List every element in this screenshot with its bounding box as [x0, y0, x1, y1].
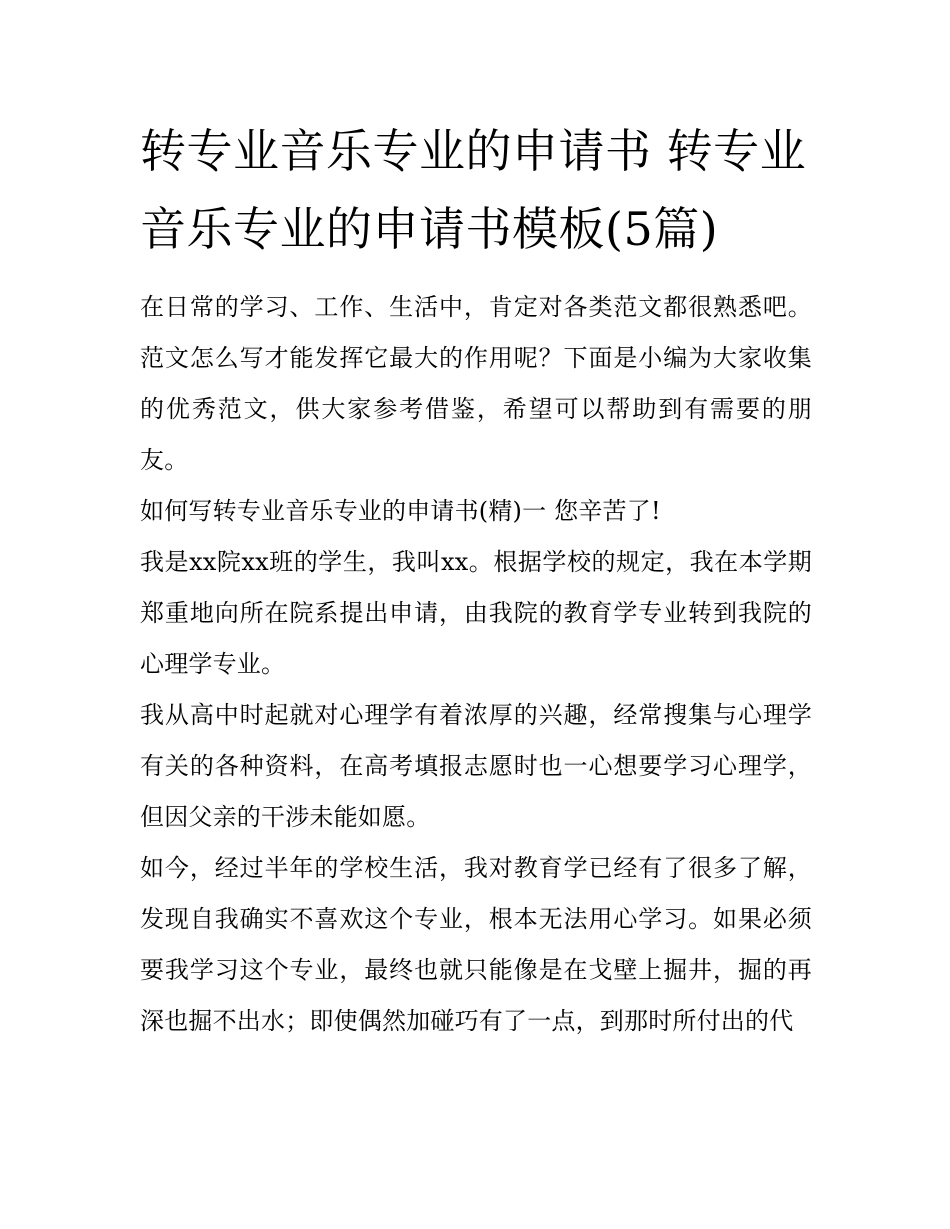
- document-title: 转专业音乐专业的申请书 转专业音乐专业的申请书模板(5篇): [140, 124, 807, 256]
- paragraph-intro: 在日常的学习、工作、生活中，肯定对各类范文都很熟悉吧。范文怎么写才能发挥它最大的作用呢？下面是小编为大家收集的优秀范文，供大家参考借鉴，希望可以帮助到有需要的朋友。: [140, 293, 812, 474]
- document-page: [140, 112, 812, 1047]
- paragraph-reason: 如今，经过半年的学校生活，我对教育学已经有了很多了解，发现自我确实不喜欢这个专业，根本无法用心学习。如果必须要我学习这个专业，最终也就只能像是在戈壁上掘井，掘的再深也掘不出水；即使偶然加碰巧有了一点，到那时所付出的代: [140, 854, 812, 1035]
- paragraph-application: 我是xx院xx班的学生，我叫xx。根据学校的规定，我在本学期郑重地向所在院系提出申请，由我院的教育学专业转到我院的心理学专业。: [140, 548, 812, 678]
- paragraph-interest: 我从高中时起就对心理学有着浓厚的兴趣，经常搜集与心理学有关的各种资料，在高考填报志愿时也一心想要学习心理学，但因父亲的干涉未能如愿。: [140, 701, 812, 831]
- paragraph-greeting: 如何写转专业音乐专业的申请书(精)一 您辛苦了!: [140, 497, 661, 525]
